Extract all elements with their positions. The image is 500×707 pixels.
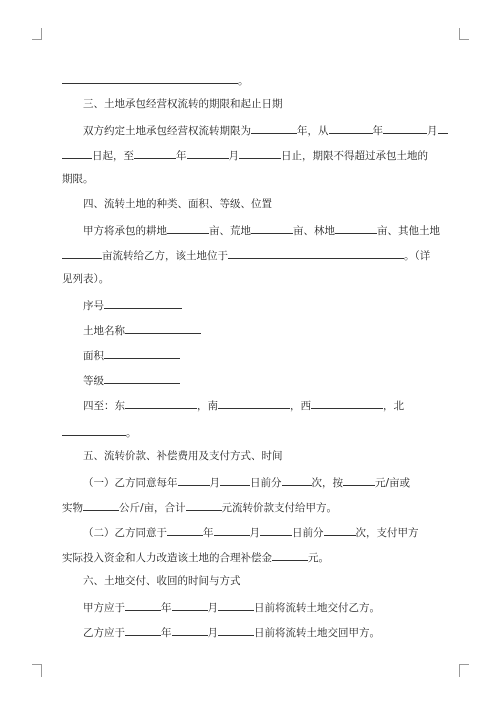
fill-blank <box>125 397 197 409</box>
land-paragraph-line-1: 甲方将承包的耕地 亩、荒地 亩、林地 亩、其他土地 <box>62 222 463 238</box>
fill-blank <box>218 599 254 611</box>
field-grade: 等级 <box>62 372 463 388</box>
section-heading-5: 五、流转价款、补偿费用及支付方式、时间 <box>83 450 283 462</box>
section-heading-4: 四、流转土地的种类、面积、等级、位置 <box>83 198 272 210</box>
field-area: 面积 <box>62 347 463 363</box>
fill-blank <box>125 599 161 611</box>
fill-blank <box>343 474 375 486</box>
fill-blank <box>125 322 201 334</box>
fill-blank <box>438 122 448 134</box>
fill-blank <box>62 424 126 436</box>
field-boundary-continued: 。 <box>62 424 442 440</box>
fill-blank <box>218 397 290 409</box>
section-heading-3: 三、土地承包经营权流转的期限和起止日期 <box>83 98 283 110</box>
fill-blank <box>239 147 281 159</box>
fill-blank <box>167 222 209 234</box>
fill-blank <box>178 474 210 486</box>
fill-blank <box>383 122 427 134</box>
crop-mark-bottom-right <box>459 664 469 677</box>
fill-blank <box>62 147 92 159</box>
fill-blank <box>62 72 238 84</box>
payment-2-line-1: （二）乙方同意于 年 月 日前分 次，支付甲方 <box>62 524 463 540</box>
fill-blank <box>167 524 203 536</box>
fill-blank <box>186 499 222 511</box>
field-serial: 序号 <box>62 297 463 313</box>
fill-blank <box>228 247 404 259</box>
term-paragraph-line-1: 双方约定土地承包经营权流转期限为 年，从 年 月 <box>62 122 463 138</box>
payment-1-line-2: 实物 公斤/亩，合计 元流转价款支付给甲方。 <box>62 499 442 515</box>
payment-1-line-1: （一）乙方同意每年 月 日前分 次，按 元/亩或 <box>62 474 463 490</box>
fill-blank <box>134 147 176 159</box>
land-paragraph-line-2: 亩流转给乙方，该土地位于 。（详 <box>62 247 442 263</box>
fill-blank <box>125 624 161 636</box>
term-paragraph-line-3: 期限。 <box>62 173 94 185</box>
fill-blank <box>324 524 356 536</box>
field-boundary: 四至：东 ，南 ，西 ，北 <box>62 397 463 413</box>
fill-blank <box>172 624 208 636</box>
fill-blank <box>311 397 383 409</box>
crop-mark-top-right <box>459 28 469 40</box>
term-paragraph-line-2: 日起，至 年 月 日止，期限不得超过承包土地的 <box>62 147 442 163</box>
fill-blank <box>218 624 254 636</box>
fill-blank <box>335 222 377 234</box>
fill-blank <box>282 474 312 486</box>
fill-blank <box>187 147 229 159</box>
fill-blank <box>62 247 102 259</box>
crop-mark-bottom-left <box>32 664 42 677</box>
return-line: 乙方应于 年 月 日前将流转土地交回甲方。 <box>62 624 463 640</box>
fill-blank <box>220 474 250 486</box>
fill-blank <box>104 297 182 309</box>
land-paragraph-line-3: 见列表）。 <box>62 273 110 285</box>
fill-blank <box>251 122 297 134</box>
fill-blank <box>104 372 180 384</box>
section-heading-6: 六、土地交付、收回的时间与方式 <box>83 575 241 587</box>
delivery-line: 甲方应于 年 月 日前将流转土地交付乙方。 <box>62 599 463 615</box>
field-land-name: 土地名称 <box>62 322 463 338</box>
payment-2-line-2: 实际投入资金和人力改造该土地的合理补偿金 元。 <box>62 549 442 565</box>
crop-mark-top-left <box>32 28 42 40</box>
fill-blank <box>251 222 293 234</box>
fill-blank <box>172 599 208 611</box>
fill-blank <box>83 499 119 511</box>
fill-blank <box>272 549 308 561</box>
line-continuation: 。 <box>62 72 442 88</box>
fill-blank <box>260 524 292 536</box>
fill-blank <box>104 347 180 359</box>
fill-blank <box>329 122 373 134</box>
fill-blank <box>214 524 250 536</box>
